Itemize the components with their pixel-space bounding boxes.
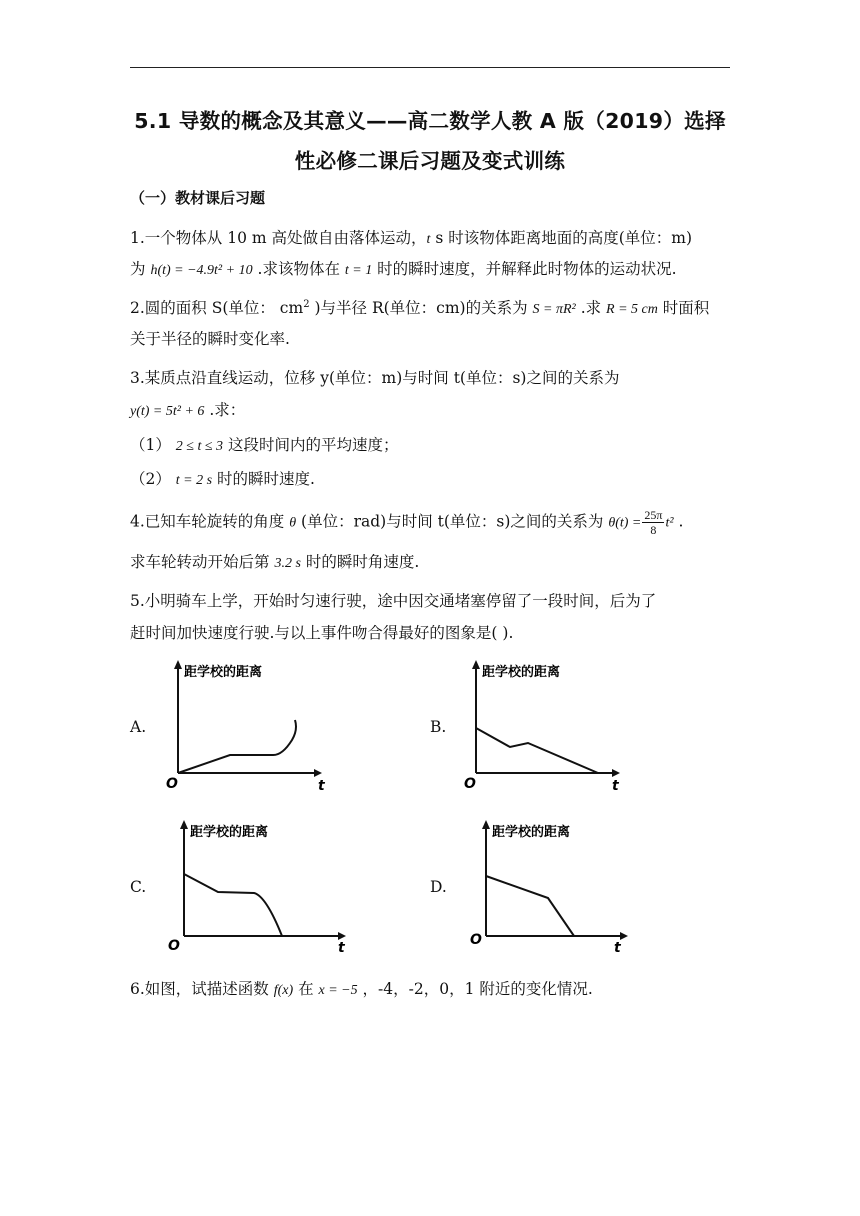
graph-b-origin: O: [464, 776, 476, 792]
q3-line1: 3.某质点沿直线运动，位移 y(单位：m)与时间 t(单位：s)之间的关系为: [130, 369, 620, 387]
graph-b-curve: [476, 728, 598, 773]
q2-line2: 关于半径的瞬时变化率.: [130, 330, 290, 348]
graph-c-xlabel: t: [338, 940, 345, 956]
graph-b: [450, 658, 630, 798]
q5-line2: 赶时间加快速度行驶.与以上事件吻合得最好的图象是( ).: [130, 624, 514, 642]
doc-title-line2: 性必修二课后习题及变式训练: [294, 149, 566, 173]
q3-part2: （2） t = 2 s 时的瞬时速度.: [130, 470, 315, 488]
section-heading: （一）教材课后习题: [130, 189, 266, 207]
graph-c-ylabel: 距学校的距离: [190, 825, 269, 840]
header-rule: [130, 67, 730, 68]
q3-formula: y(t) = 5t² + 6: [130, 404, 205, 419]
q2-line1: 2.圆的面积 S(单位： $cm^2$ )与半径 R(单位：cm)的关系为 S = πR² .求 R = 5 cm 时面积: [130, 298, 710, 317]
graph-a-ylabel: 距学校的距离: [184, 665, 263, 680]
q3-part1: （1） 2 ≤ t ≤ 3 这段时间内的平均速度；: [130, 436, 399, 454]
graph-b-xlabel: t: [612, 778, 619, 794]
graph-a-xlabel: t: [318, 778, 325, 794]
option-b-label: B.: [430, 718, 447, 736]
graph-d-curve: [486, 876, 574, 936]
graph-d-ylabel: 距学校的距离: [492, 825, 571, 840]
option-d-label: D.: [430, 878, 447, 896]
graph-a-curve: [178, 720, 296, 773]
q4-fraction: $\frac{25\pi}{8}$: [644, 508, 663, 537]
graph-b-ylabel: 距学校的距离: [482, 665, 561, 680]
graph-c-origin: O: [168, 938, 180, 954]
graph-a-origin: O: [166, 776, 178, 792]
q5-line1: 5.小明骑车上学，开始时匀速行驶，途中因交通堵塞停留了一段时间，后为了: [130, 592, 657, 610]
graph-c-curve: [184, 874, 282, 936]
graph-d-xlabel: t: [614, 940, 621, 956]
graph-a: [150, 658, 330, 798]
q2-formula: S = πR²: [532, 302, 576, 317]
q6-line1: 6.如图，试描述函数 f(x) 在 x = −5 ，-4，-2，0，1 附近的变化情况.: [130, 980, 593, 998]
q1-line2: 为 h(t) = −4.9t² + 10 .求该物体在 t = 1 时的瞬时速度，并解释此时物体的运动状况.: [130, 260, 677, 278]
option-a-label: A.: [130, 718, 147, 736]
q4-line1: 4.已知车轮旋转的角度 θ (单位：rad)与时间 t(单位：s)之间的关系为 θ(t) = $\frac{25\pi}{8}$ t² .: [130, 508, 684, 537]
graph-c: [158, 818, 358, 958]
doc-title-line1: 5.1 导数的概念及其意义——高二数学人教 A 版（2019）选择: [134, 109, 726, 133]
graph-d: [460, 818, 640, 958]
graph-d-origin: O: [470, 932, 482, 948]
q1-formula: h(t) = −4.9t² + 10: [150, 263, 253, 278]
q4-line2: 求车轮转动开始后第 3.2 s 时的瞬时角速度.: [130, 553, 420, 571]
option-c-label: C.: [130, 878, 147, 896]
q1-line1: 1.一个物体从 10 m 高处做自由落体运动，t s 时该物体距离地面的高度(单位：m): [130, 229, 692, 247]
q3-line2: y(t) = 5t² + 6 .求：: [130, 401, 246, 419]
